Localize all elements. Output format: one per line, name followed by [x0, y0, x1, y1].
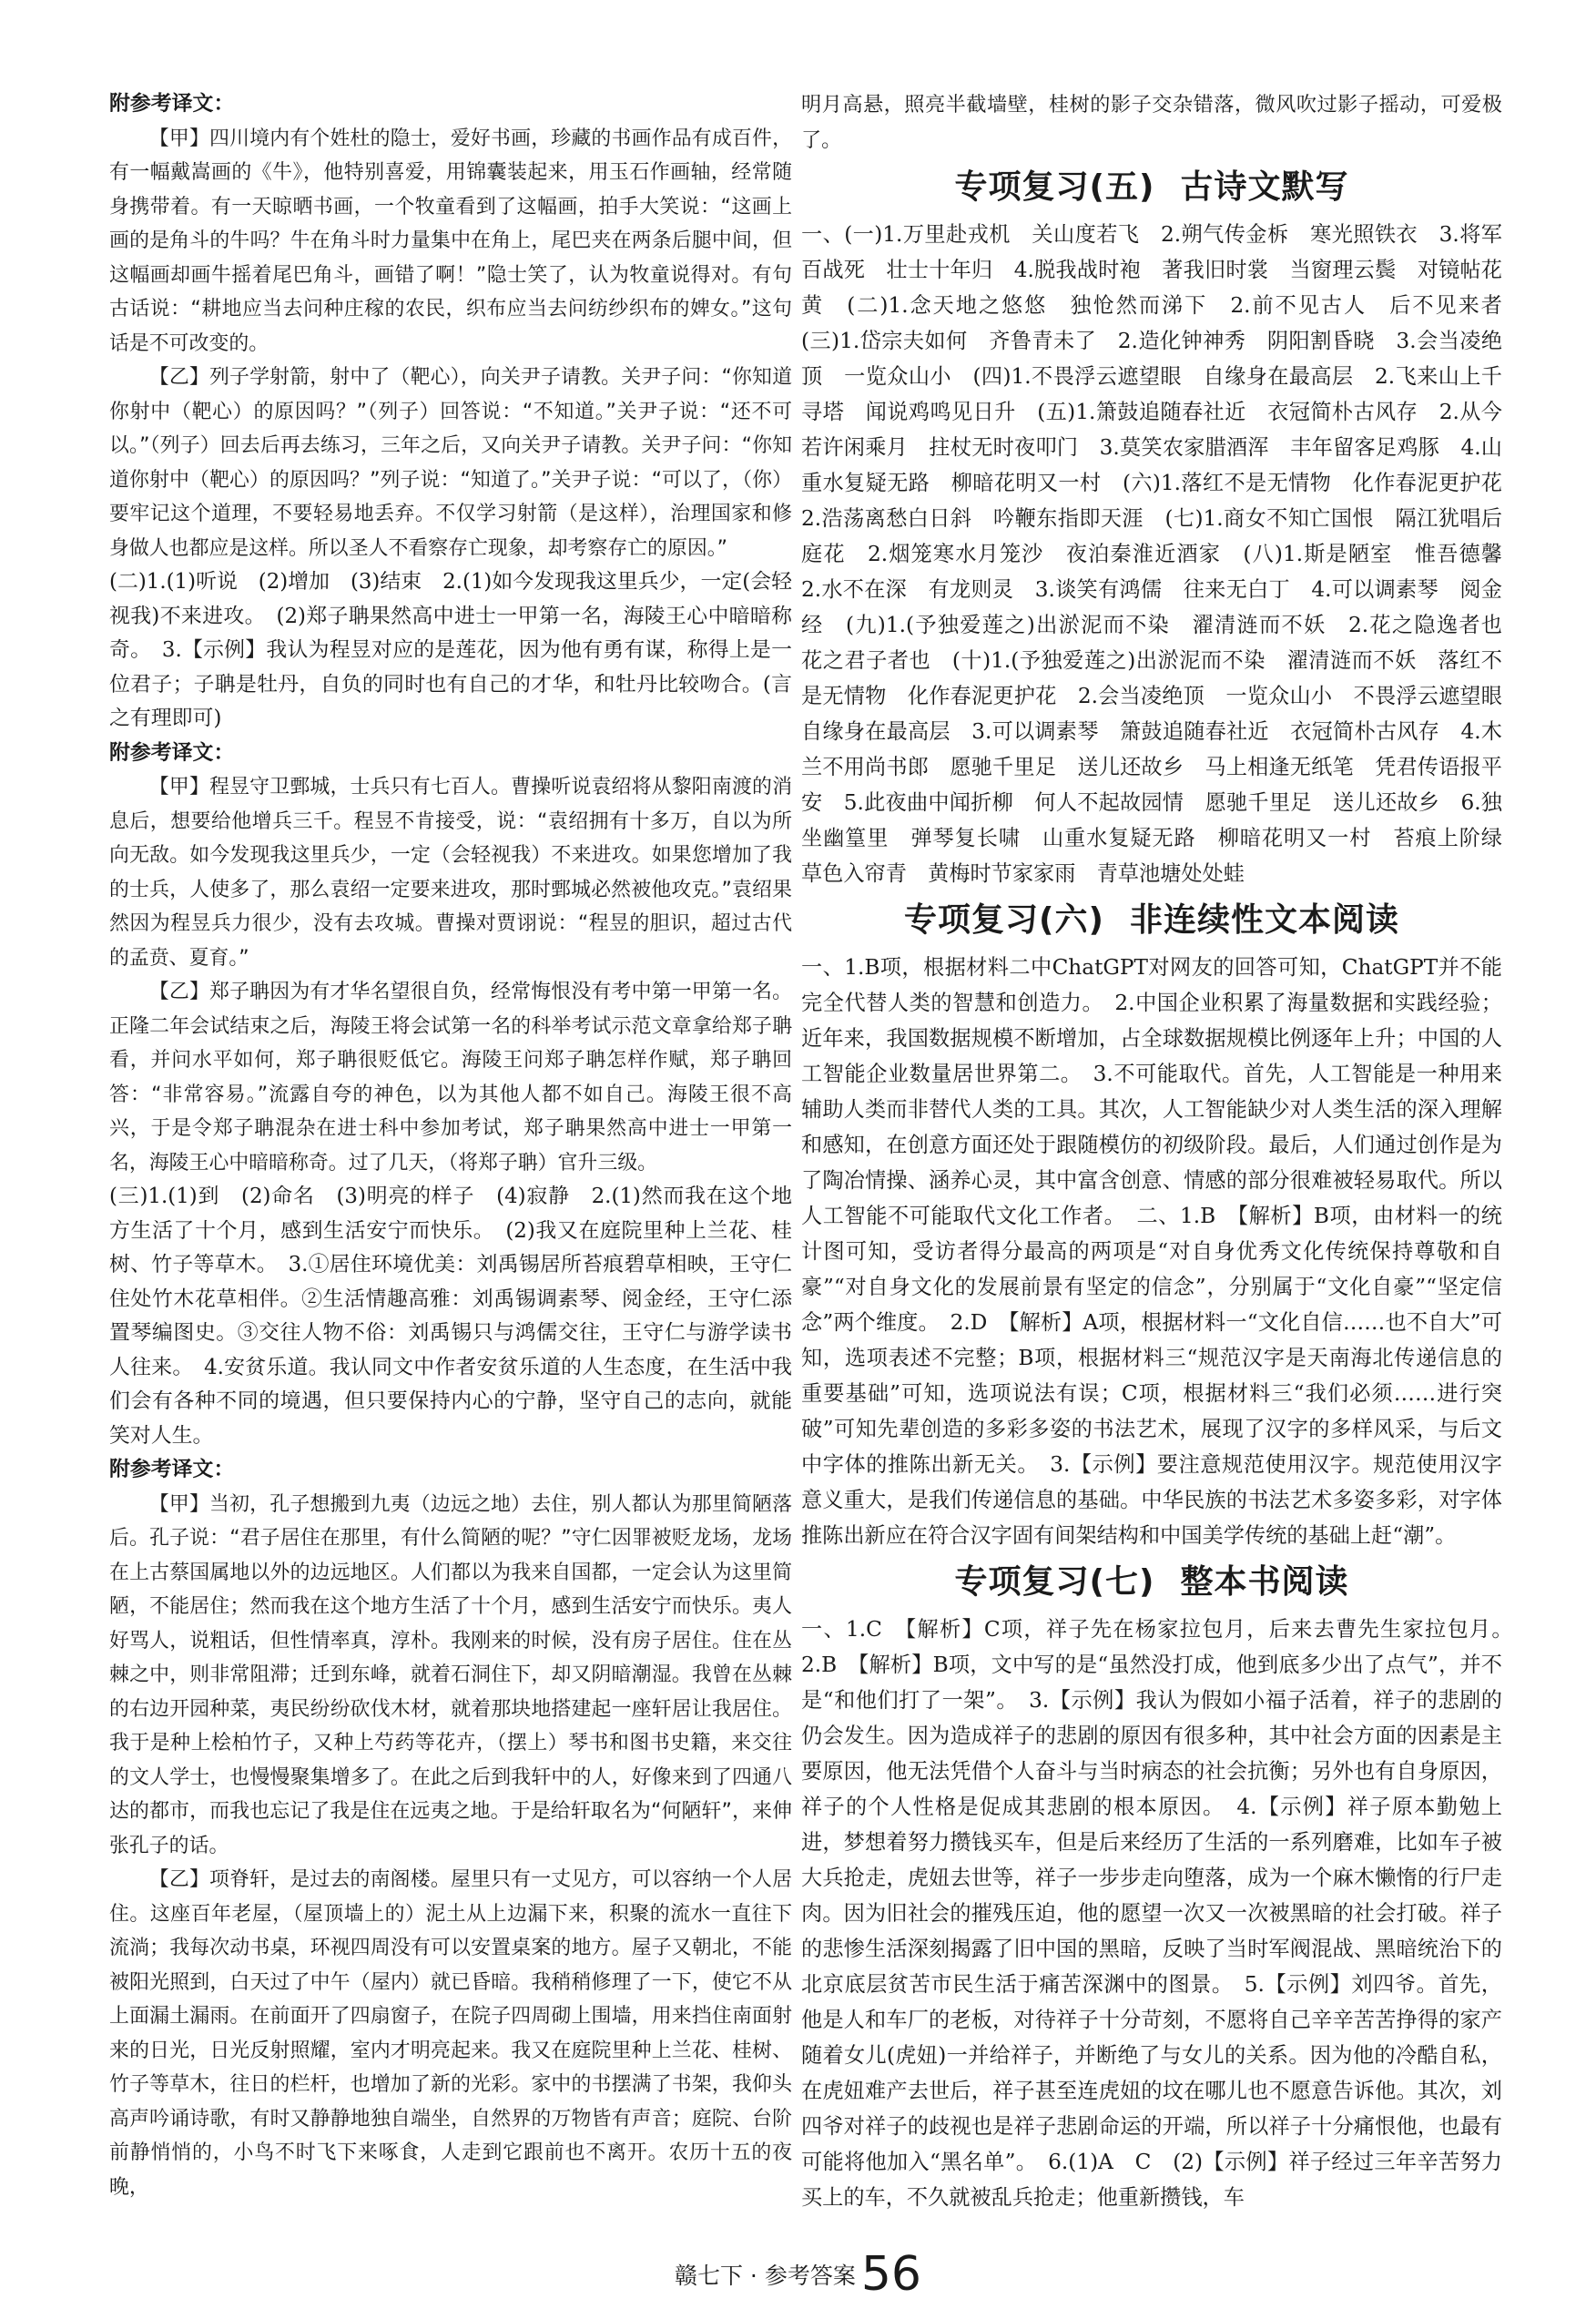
translation-paragraph: 【甲】当初，孔子想搬到九夷（边远之地）去住，别人都认为那里简陋落后。孔子说：“君子居住在那里，有什么简陋的呢？”守仁因罪被贬龙场，龙场在上古蔡国属地以外的边远地区。人们都以为我来自国都，一定会认为这里简陋，不能居住；然而我在这个地方生活了十个月，感到生活安宁而快乐。夷人好骂人，说粗话，但性情率真，淳朴。我刚来的时候，没有房子居住。住在丛棘之中，则非常阻滞；迁到东峰，就着石洞住下，却又阴暗潮湿。我曾在丛棘的右边开园种菜，夷民纷纷砍伐木材，就着那块地搭建起一座轩居让我居住。我于是种上桧柏竹子，又种上芍药等花卉，（摆上）琴书和图书史籍，来交往的文人学士，也慢慢聚集增多了。在此之后到我轩中的人，好像来到了四通八达的都市，而我也忘记了我是住在远夷之地。于是给轩取名为“何陋轩”，来伸张孔子的话。 — [109, 1492, 792, 1857]
section-6-answers: 一、1.B项，根据材料二中ChatGPT对网友的回答可知，ChatGPT并不能完全代替人类的智慧和创造力。 2.中国企业积累了海量数据和实践经验；近年来，我国数据规模不断增加，占全球数据规模比例逐年上升；中国的人工智能企业数量居世界第二。 3.不可能取代。首先，人工智能是一种用来辅助人类而非替代人类的工具。其次，人工智能缺少对人类生活的深入理解和感知，在创意方面还处于跟随模仿的初级阶段。最后，人们通过创作是为了陶冶情操、涵养心灵，其中富含创意、情感的部分很难被轻易取代。所以人工智能不可能取代文化工作者。 二、1.B 【解析】B项，由材料一的统计图可知，受访者得分最高的两项是“对自身优秀文化传统保持尊敬和自豪”“对自身文化的发展前景有坚定的信念”，分别属于“文化自豪”“坚定信念”两个维度。 2.D 【解析】A项，根据材料一“文化自信……也不自大”可知，选项表述不完整；B项，根据材料三“规范汉字是天南海北传递信息的重要基础”可知，选项说法有误；C项，根据材料三“我们必须……进行突破”可知先辈创造的多彩多姿的书法艺术，展现了汉字的多样风采，与后文中字体的推陈出新无关。 3.【示例】要注意规范使用汉字。规范使用汉字意义重大，是我们传递信息的基础。中华民族的书法艺术多姿多彩，对字体推陈出新应在符合汉字固有间架结构和中国美学传统的基础上赶“潮”。 — [801, 955, 1502, 1548]
left-column — [109, 87, 792, 2204]
translation-paragraph: 【乙】列子学射箭，射中了（靶心），向关尹子请教。关尹子问：“你知道你射中（靶心）的原因吗？”（列子）回答说：“不知道。”关尹子说：“还不可以。”（列子）回去后再去练习，三年之后，又向关尹子请教。关尹子问：“你知道你射中（靶心）的原因吗？”列子说：“知道了。”关尹子说：“可以了，（你）要牢记这个道理，不要轻易地丢弃。不仅学习射箭（是这样），治理国家和修身做人也都应是这样。所以圣人不看察存亡现象，却考察存亡的原因。” — [109, 366, 792, 560]
translation-paragraph: 【乙】项脊轩，是过去的南阁楼。屋里只有一丈见方，可以容纳一个人居住。这座百年老屋，（屋顶墙上的）泥土从上边漏下来，积聚的流水一直往下流淌；我每次动书桌，环视四周没有可以安置桌案的地方。屋子又朝北，不能被阳光照到，白天过了中午（屋内）就已昏暗。我稍稍修理了一下，使它不从上面漏土漏雨。在前面开了四扇窗子，在院子四周砌上围墙，用来挡住南面射来的日光，日光反射照耀，室内才明亮起来。我又在庭院里种上兰花、桂树、竹子等草木，往日的栏杆，也增加了新的光彩。家中的书摆满了书架，我仰头高声吟诵诗歌，有时又静静地独自端坐，自然界的万物皆有声音；庭院、台阶前静悄悄的，小鸟不时飞下来啄食，人走到它跟前也不离开。农历十五的夜晚， — [109, 1868, 792, 2199]
translation-heading: 附参考译文： — [109, 92, 235, 116]
section-7-answers: 一、1.C 【解析】C项，祥子先在杨家拉包月，后来去曹先生家拉包月。 2.B 【解析】B项，文中写的是“虽然没打成，他到底多少出了点气”，并不是“和他们打了一架”。 3.【示例】我认为假如小福子活着，祥子的悲剧的仍会发生。因为造成祥子的悲剧的原因有很多种，其中社会方面的因素是主要原因，他无法凭借个人奋斗与当时病态的社会抗衡；另外也有自身原因，祥子的个人性格是促成其悲剧的根本原因。 4.【示例】祥子原本勤勉上进，梦想着努力攒钱买车，但是后来经历了生活的一系列磨难，比如车子被大兵抢走，虎妞去世等，祥子一步步走向堕落，成为一个麻木懒惰的行尸走肉。因为旧社会的摧残压迫，他的愿望一次又一次被黑暗的社会打破。祥子的悲惨生活深刻揭露了旧中国的黑暗，反映了当时军阀混战、黑暗统治下的北京底层贫苦市民生活于痛苦深渊中的图景。 5.【示例】刘四爷。首先，他是人和车厂的老板，对待祥子十分苛刻，不愿将自己辛辛苦苦挣得的家产随着女儿(虎妞)一并给祥子，并断绝了与女儿的关系。因为他的冷酷自私，在虎妞难产去世后，祥子甚至连虎妞的坟在哪儿也不愿意告诉他。其次，刘四爷对祥子的歧视也是祥子悲剧命运的开端，所以祥子十分痛恨他，也最有可能将他加入“黑名单”。 6.(1)A C (2)【示例】祥子经过三年辛苦努力买上的车，不久就被乱兵抢走；他重新攒钱，车 — [801, 1617, 1524, 2210]
section-name: 整本书阅读 — [1180, 1563, 1349, 1601]
section-name: 非连续性文本阅读 — [1129, 901, 1399, 939]
section-label: 专项复习(六) — [904, 901, 1104, 939]
translation-paragraph: 【甲】四川境内有个姓杜的隐士，爱好书画，珍藏的书画作品有成百件，有一幅戴嵩画的《牛》，他特别喜爱，用锦囊装起来，用玉石作画轴，经常随身携带着。有一天晾晒书画，一个牧童看到了这幅画，拍手大笑说：“这画上画的是角斗的牛吗？牛在角斗时力量集中在角上，尾巴夹在两条后腿中间，但这幅画却画牛摇着尾巴角斗，画错了啊！”隐士笑了，认为牧童说得对。有句古话说：“耕地应当去问种庄稼的农民，织布应当去问纺纱织布的婢女。”这句话是不可改变的。 — [109, 127, 792, 355]
section-5-answers: 一、(一)1.万里赴戎机 关山度若飞 2.朔气传金柝 寒光照铁衣 3.将军百战死 壮士十年归 4.脱我战时袍 著我旧时裳 当窗理云鬓 对镜帖花黄 (二)1.念天地之悠悠 独怆然而涕下 2.前不见古人 后不见来者 (三)1.岱宗夫如何 齐鲁青未了 2.造化钟神秀 阴阳割昏晓 3.会当凌绝顶 一览众山小 (四)1.不畏浮云遮望眼 自缘身在最高层 2.飞来山上千寻塔 闻说鸡鸣见日升 (五)1.箫鼓追随春社近 衣冠简朴古风存 2.从今若许闲乘月 拄杖无时夜叩门 3.莫笑农家腊酒浑 丰年留客足鸡豚 4.山重水复疑无路 柳暗花明又一村 (六)1.落红不是无情物 化作春泥更护花 2.浩荡离愁白日斜 吟鞭东指即天涯 (七)1.商女不知亡国恨 隔江犹唱后庭花 2.烟笼寒水月笼沙 夜泊秦淮近酒家 (八)1.斯是陋室 惟吾德馨 2.水不在深 有龙则灵 3.谈笑有鸿儒 往来无白丁 4.可以调素琴 阅金经 (九)1.(予独爱莲之)出淤泥而不染 濯清涟而不妖 2.花之隐逸者也 花之君子者也 (十)1.(予独爱莲之)出淤泥而不染 濯清涟而不妖 落红不是无情物 化作春泥更护花 2.会当凌绝顶 一览众山小 不畏浮云遮望眼 自缘身在最高层 3.可以调素琴 箫鼓追随春社近 衣冠简朴古风存 4.木兰不用尚书郎 愿驰千里足 送儿还故乡 马上相逢无纸笔 凭君传语报平安 5.此夜曲中闻折柳 何人不起故园情 愿驰千里足 送儿还故乡 6.独坐幽篁里 弹琴复长啸 山重水复疑无路 柳暗花明又一村 苔痕上阶绿 草色入帘青 黄梅时节家家雨 青草池塘处处蛙 — [801, 222, 1524, 886]
section-label: 专项复习(七) — [954, 1563, 1155, 1601]
right-column — [801, 87, 1524, 2215]
page-number: 56 — [860, 2247, 921, 2302]
page-footer — [0, 2247, 1596, 2302]
answer-block: (三)1.(1)到 (2)命名 (3)明亮的样子 (4)寂静 2.(1)然而我在这个地方生活了十个月，感到生活安宁而快乐。 (2)我又在庭院里种上兰花、桂树、竹子等草木。 3.①居住环境优美：刘禹锡居所苔痕碧草相映，王守仁住处竹木花草相伴。②生活情趣高雅：刘禹锡调素琴、阅金经，王守仁添置琴编图史。③交往人物不俗：刘禹锡只与鸿儒交往，王守仁与游学读书人往来。 4.安贫乐道。我认同文中作者安贫乐道的人生态度，在生活中我们会有各种不同的境遇，但只要保持内心的宁静，坚守自己的志向，就能笑对人生。 — [109, 1185, 792, 1448]
answer-block: (二)1.(1)听说 (2)增加 (3)结束 2.(1)如今发现我这里兵少，一定(会轻视我)不来进攻。 (2)郑子聃果然高中进士一甲第一名，海陵王心中暗暗称奇。 3.【示例】我认为程昱对应的是莲花，因为他有勇有谋，称得上是一位君子；子聃是牡丹，自负的同时也有自己的才华，和牡丹比较吻合。(言之有理即可) — [109, 570, 792, 730]
translation-heading: 附参考译文： — [109, 1458, 235, 1481]
section-name: 古诗文默写 — [1180, 168, 1349, 206]
translation-paragraph: 【甲】程昱守卫鄄城，士兵只有七百人。曹操听说袁绍将从黎阳南渡的消息后，想要给他增兵三千。程昱不肯接受，说：“袁绍拥有十多万，自以为所向无敌。如今发现我这里兵少，一定（会轻视我）不来进攻。如果您增加了我的士兵，人使多了，那么袁绍一定要来进攻，那时鄄城必然被他攻克。”袁绍果然因为程昱兵力很少，没有去攻城。曹操对贾诩说：“程昱的胆识，超过古代的孟贲、夏育。” — [109, 776, 792, 970]
translation-paragraph: 【乙】郑子聃因为有才华名望很自负，经常悔恨没有考中第一甲第一名。正隆二年会试结束之后，海陵王将会试第一名的科举考试示范文章拿给郑子聃看，并问水平如何，郑子聃很贬低它。海陵王问郑子聃怎样作赋，郑子聃回答：“非常容易。”流露自夸的神色，以为其他人都不如自己。海陵王很不高兴，于是令郑子聃混杂在进士科中参加考试，郑子聃果然高中进士一甲第一名，海陵王心中暗暗称奇。过了几天，（将郑子聃）官升三级。 — [109, 981, 792, 1175]
section-title-7 — [801, 1555, 1502, 1610]
translation-heading: 附参考译文： — [109, 740, 235, 765]
footer-label: 赣七下 · 参考答案 — [674, 2263, 856, 2289]
section-title-6 — [801, 893, 1502, 948]
translation-continuation: 明月高悬，照亮半截墙壁，桂树的影子交杂错落，微风吹过影子摇动，可爱极了。 — [801, 93, 1502, 152]
section-title-5 — [801, 160, 1502, 215]
section-label: 专项复习(五) — [954, 168, 1155, 206]
